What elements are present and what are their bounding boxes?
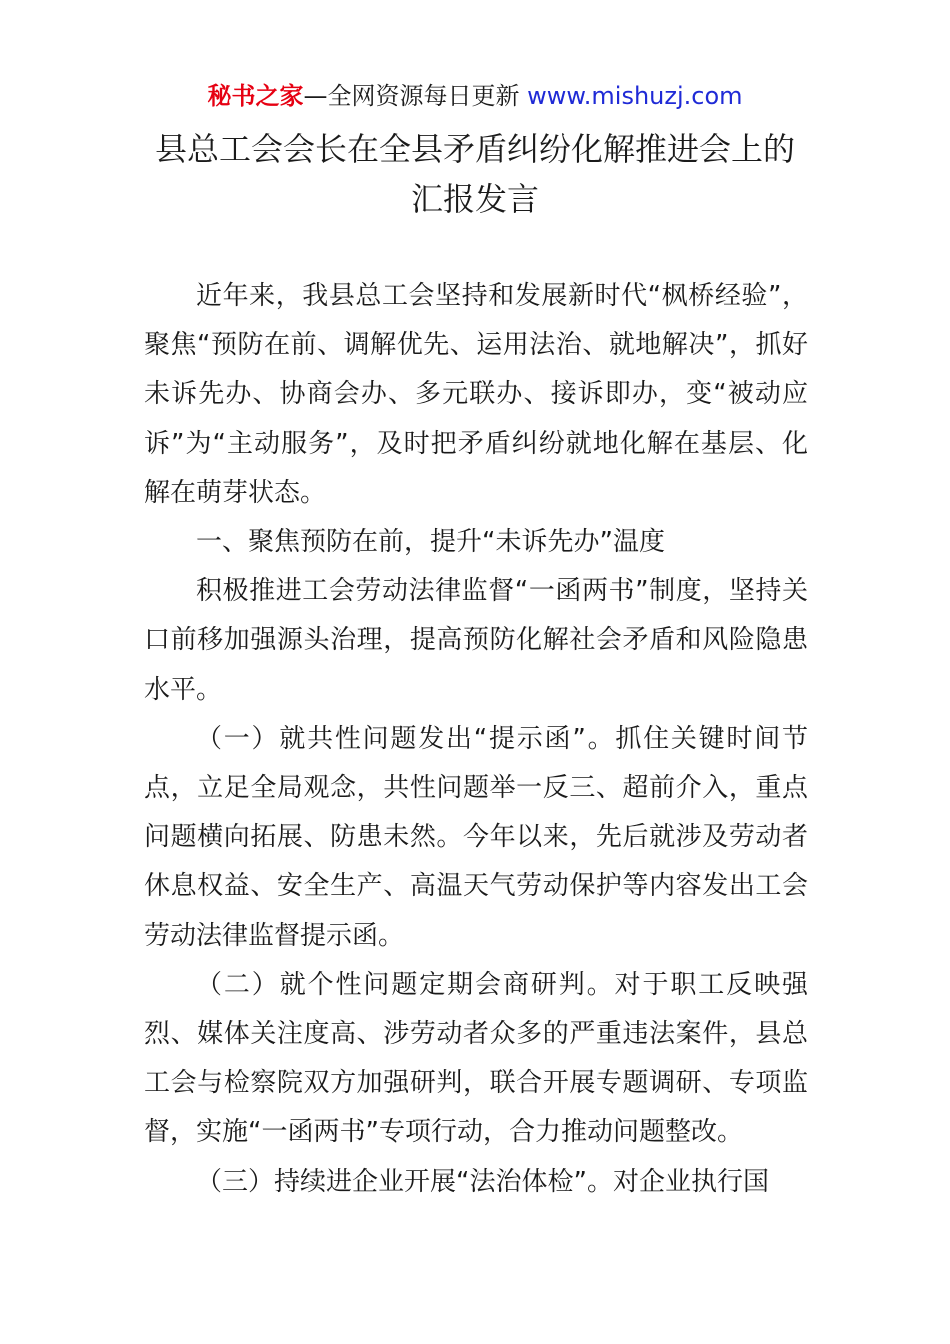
paragraph-intro: 近年来，我县总工会坚持和发展新时代“枫桥经验”，聚焦“预防在前、调解优先、运用法治、就地解决”，抓好未诉先办、协商会办、多元联办、接诉即办，变“被动应诉”为“主动服务”，及时把矛盾纠纷就地化解在基层、化解在萌芽状态。 (144, 281, 808, 508)
document-title (0, 124, 950, 224)
site-banner (0, 80, 950, 112)
banner-url[interactable]: www.mishuzj.com (527, 82, 743, 110)
title-line-1: 县总工会会长在全县矛盾纠纷化解推进会上的 (154, 130, 795, 168)
banner-tagline: —全网资源每日更新 (303, 82, 520, 110)
paragraph-item-2: （二）就个性问题定期会商研判。对于职工反映强烈、媒体关注度高、涉劳动者众多的严重违法案件，县总工会与检察院双方加强研判，联合开展专题调研、专项监督，实施“一函两书”专项行动，合力推动问题整改。 (144, 969, 808, 1148)
document-body (144, 272, 808, 1207)
paragraph-item-3: （三）持续进企业开展“法治体检”。对企业执行国 (196, 1166, 769, 1197)
paragraph-item-1: （一）就共性问题发出“提示函”。抓住关键时间节点，立足全局观念，共性问题举一反三、超前介入，重点问题横向拓展、防患未然。今年以来，先后就涉及劳动者休息权益、安全生产、高温天气劳动保护等内容发出工会劳动法律监督提示函。 (144, 723, 808, 951)
paragraph-section-1: 积极推进工会劳动法律监督“一函两书”制度，坚持关口前移加强源头治理，提高预防化解社会矛盾和风险隐患水平。 (144, 576, 808, 705)
title-line-2: 汇报发言 (410, 180, 539, 218)
section-heading-1: 一、聚焦预防在前，提升“未诉先办”温度 (196, 527, 665, 558)
brand-name: 秘书之家 (207, 82, 304, 110)
